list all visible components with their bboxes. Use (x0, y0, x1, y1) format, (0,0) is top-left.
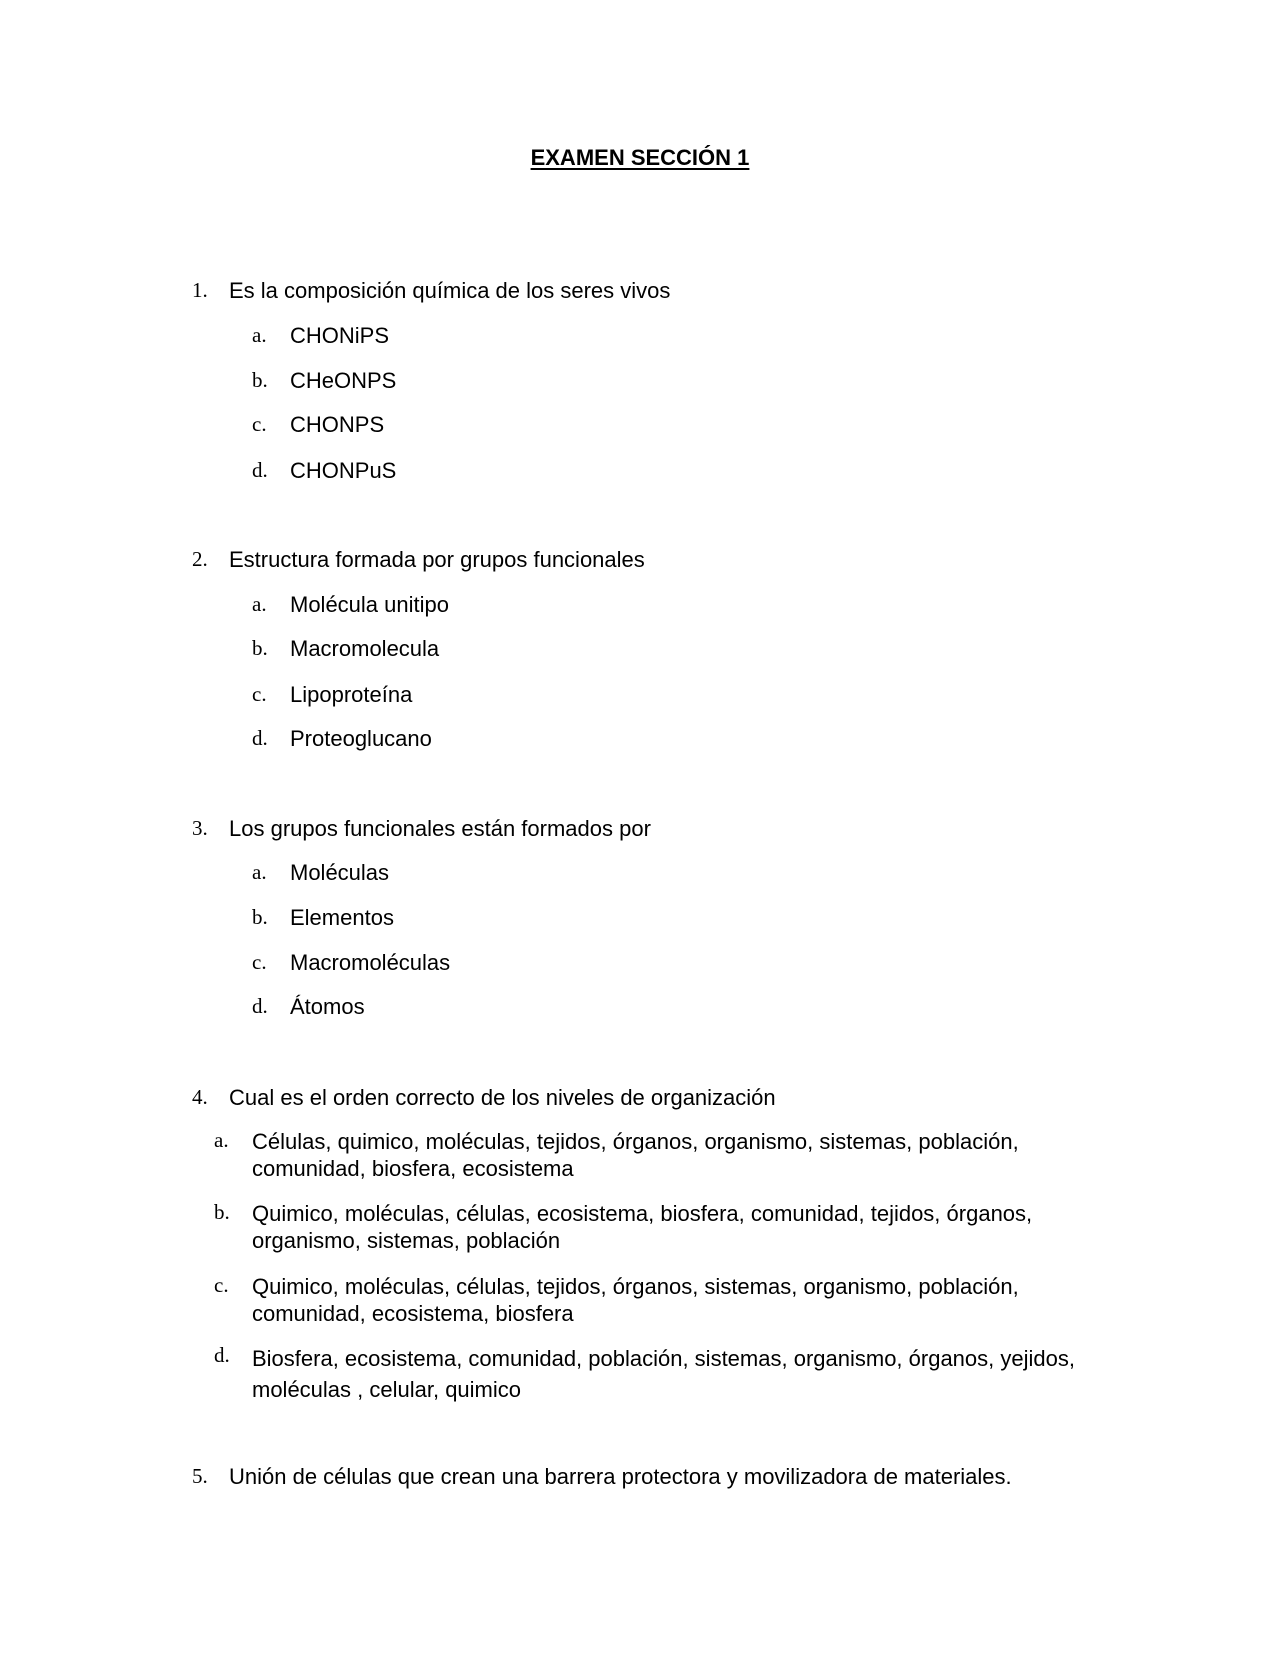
option-text: Lipoproteína (290, 682, 413, 707)
option-letter: c. (252, 412, 267, 436)
option-text: Quimico, moléculas, células, ecosistema, biosfera, comunidad, tejidos, órganos, organismo, sistemas, población (252, 1201, 1033, 1253)
option-letter: d. (252, 458, 268, 482)
option-letter: d. (252, 726, 268, 750)
option-letter: a. (252, 592, 267, 616)
option-text: CHONiPS (290, 323, 390, 348)
option-letter: d. (214, 1343, 230, 1367)
option-text: Átomos (290, 994, 365, 1019)
option-text: Quimico, moléculas, células, tejidos, órganos, sistemas, organismo, población, comunidad, ecosistema, biosfera (252, 1274, 1019, 1326)
option-letter: b. (252, 368, 268, 392)
option-text: CHONPS (290, 412, 385, 437)
question-text: Cual es el orden correcto de los niveles de organización (229, 1085, 776, 1110)
option-letter: c. (252, 682, 267, 706)
question-text: Unión de células que crean una barrera protectora y movilizadora de materiales. (229, 1464, 1012, 1489)
question-number: 1. (192, 278, 208, 302)
question-number: 5. (192, 1464, 208, 1488)
question-number: 3. (192, 816, 208, 840)
question-text: Los grupos funcionales están formados por (229, 816, 651, 841)
option-text: CHeONPS (290, 368, 397, 393)
question-text: Es la composición química de los seres vivos (229, 278, 671, 303)
page-title-text: EXAMEN SECCIÓN 1 (530, 145, 750, 170)
option-letter: a. (252, 860, 267, 884)
option-letter: c. (252, 950, 267, 974)
option-text: Moléculas (290, 860, 390, 885)
page-title (0, 145, 1280, 171)
option-text: Biosfera, ecosistema, comunidad, población, sistemas, organismo, órganos, yejidos, moléculas , celular, quimico (252, 1346, 1075, 1402)
option-text: CHONPuS (290, 458, 397, 483)
option-letter: c. (214, 1273, 229, 1297)
option-letter: a. (214, 1128, 229, 1152)
option-letter: a. (252, 323, 267, 347)
option-text: Molécula unitipo (290, 592, 449, 617)
option-letter: b. (252, 636, 268, 660)
option-text: Proteoglucano (290, 726, 432, 751)
question-number: 2. (192, 547, 208, 571)
option-letter: d. (252, 994, 268, 1018)
option-text: Macromolecula (290, 636, 440, 661)
option-letter: b. (252, 905, 268, 929)
option-text: Macromoléculas (290, 950, 451, 975)
option-letter: b. (214, 1200, 230, 1224)
question-number: 4. (192, 1085, 208, 1109)
option-text: Elementos (290, 905, 394, 930)
question-text: Estructura formada por grupos funcionales (229, 547, 645, 572)
option-text: Células, quimico, moléculas, tejidos, órganos, organismo, sistemas, población, comunidad, biosfera, ecosistema (252, 1129, 1019, 1181)
